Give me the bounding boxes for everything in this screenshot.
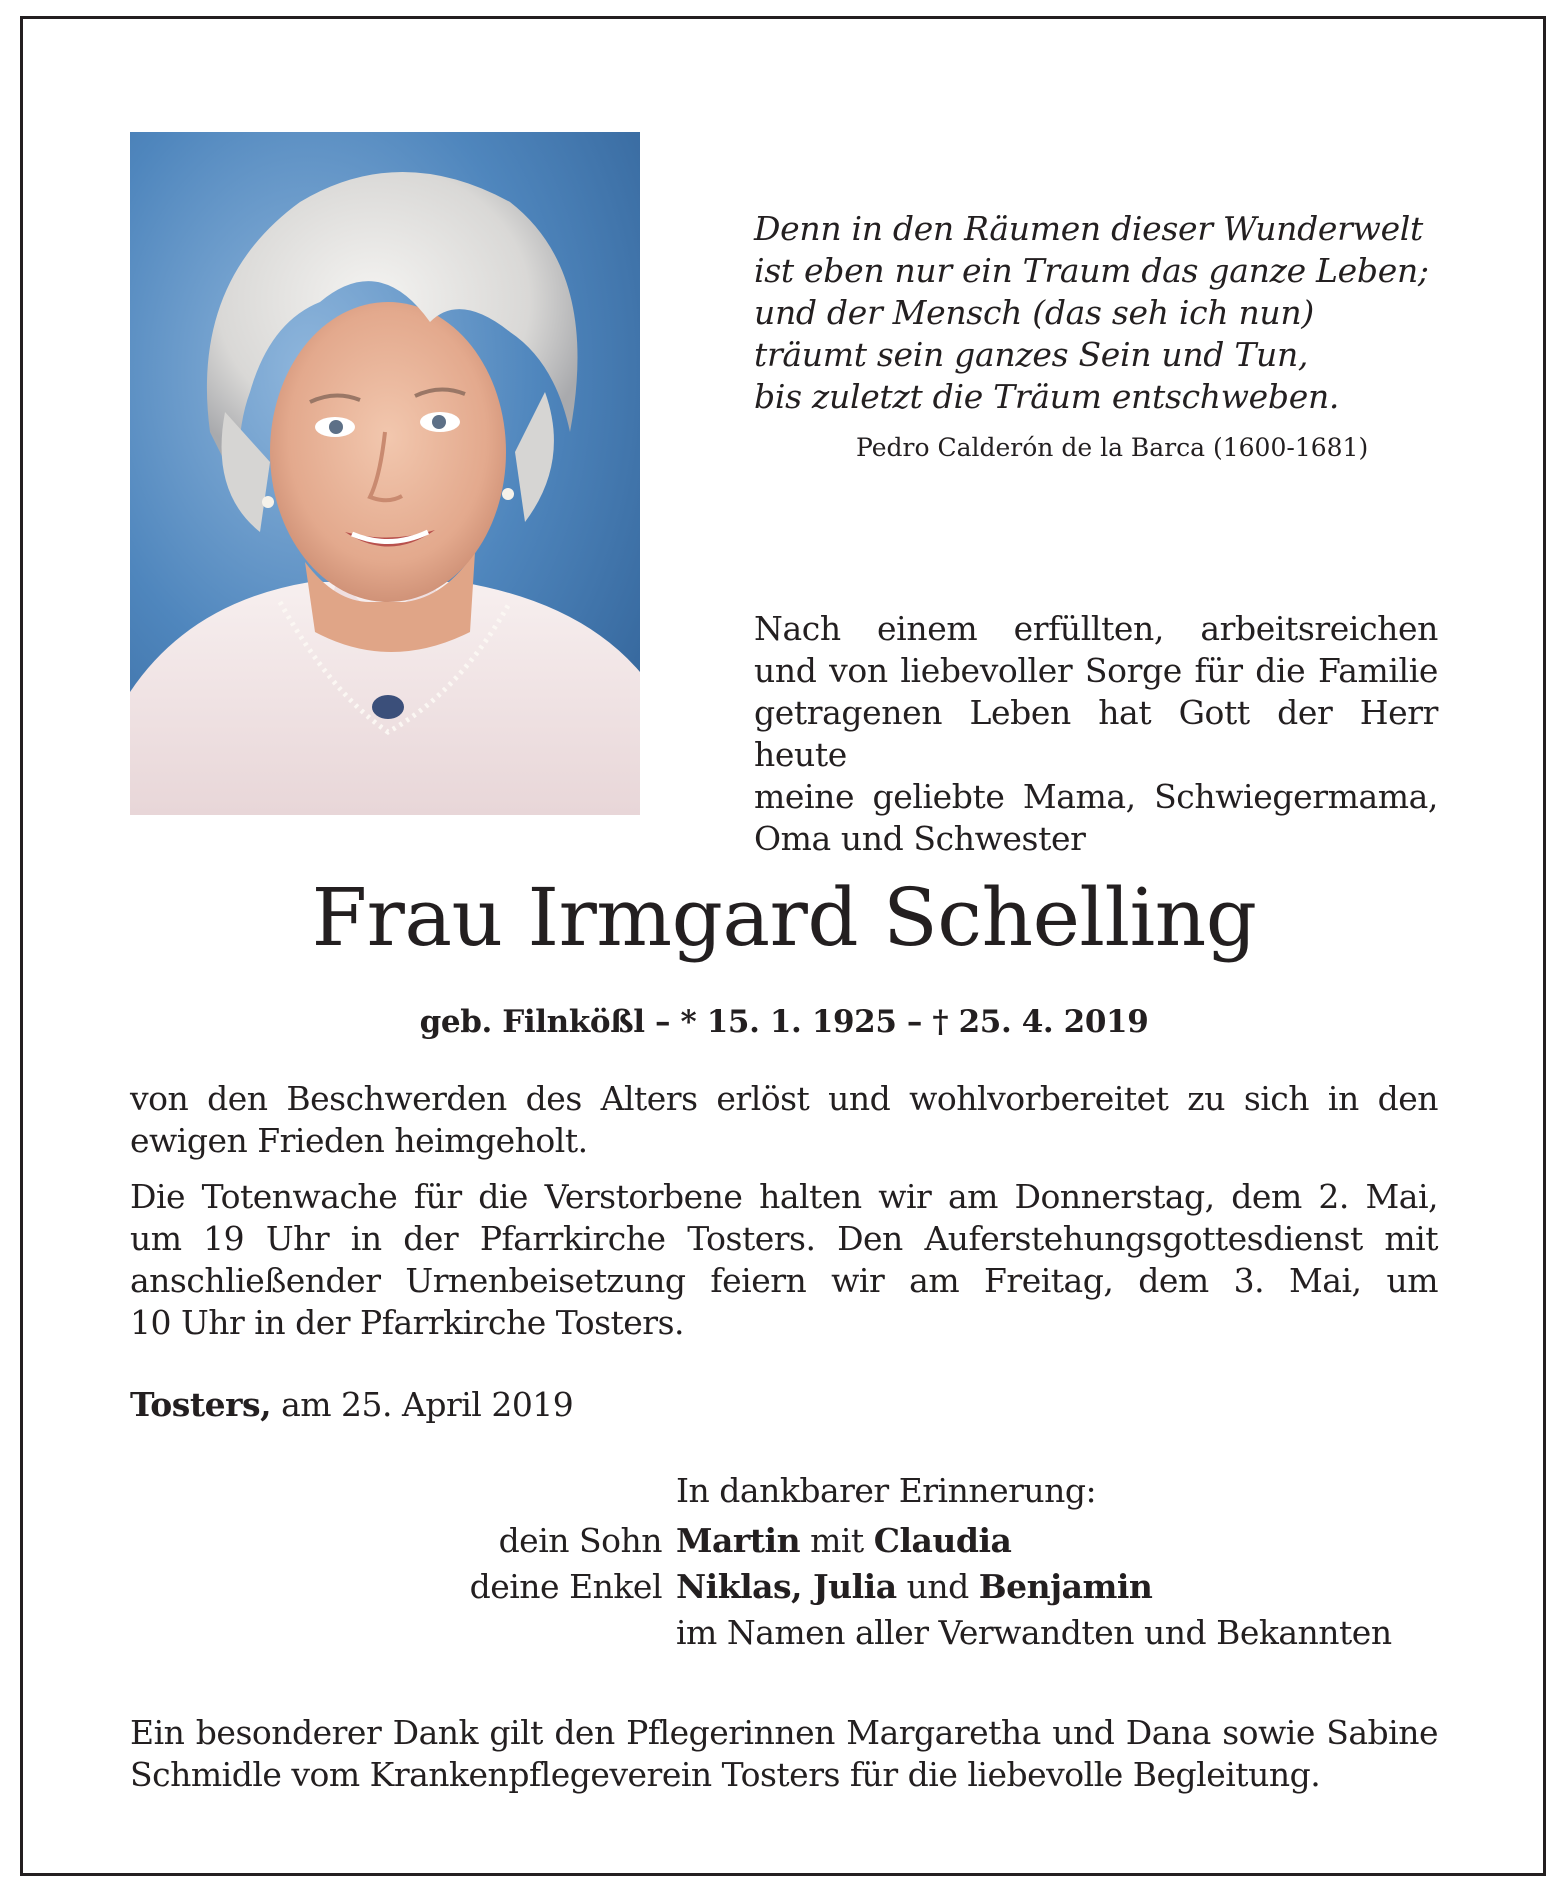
thanks-line: Schmidle vom Krankenpflegeverein Tosters für die liebevolle Begleitung.: [130, 1755, 1321, 1794]
intro-line: und von liebevoller Sorge für die Familie: [754, 651, 1438, 690]
son-with: mit: [810, 1521, 864, 1560]
signature-son: [0, 1520, 1568, 1562]
son-names: [676, 1520, 1011, 1562]
son-role: dein Sohn: [498, 1521, 662, 1560]
place-date: [130, 1384, 573, 1426]
grandchildren-and: und: [906, 1567, 969, 1606]
deceased-name: Frau Irmgard Schelling: [311, 871, 1257, 964]
thanks-paragraph: [130, 1712, 1438, 1796]
grandchildren-last: Benjamin: [978, 1567, 1153, 1606]
portrait-photo: [130, 132, 640, 815]
paragraph-line: anschließender Urnenbeisetzung feiern wir am Freitag, dem 3. Mai, um: [130, 1261, 1438, 1300]
paragraph-line: Die Totenwache für die Verstorbene halten wir am Donnerstag, dem 2. Mai,: [130, 1177, 1438, 1216]
son-name: Martin: [676, 1521, 801, 1560]
signature-others: [0, 1612, 1568, 1654]
paragraph-wake: [130, 1176, 1438, 1344]
intro-paragraph: [754, 608, 1438, 860]
others-text: im Namen aller Verwandten und Bekannten: [676, 1613, 1392, 1652]
memory-heading: In dankbarer Erinnerung:: [676, 1471, 1097, 1510]
quote-line: träumt sein ganzes Sein und Tun,: [754, 335, 1309, 374]
grandchildren-names-group: [676, 1566, 1152, 1608]
quote-line: und der Mensch (das seh ich nun): [754, 293, 1314, 332]
intro-line: Nach einem erfüllten, arbeitsreichen: [754, 609, 1438, 648]
quote-line: bis zuletzt die Träum entschweben.: [754, 377, 1340, 416]
birth-death-dates: geb. Filnkößl – * 15. 1. 1925 – † 25. 4. 2019: [419, 1004, 1149, 1040]
place-town: Tosters,: [130, 1385, 272, 1424]
grandchildren-role: deine Enkel: [469, 1567, 662, 1606]
intro-line: Oma und Schwester: [754, 819, 1086, 858]
quote-author: Pedro Calderón de la Barca (1600-1681): [856, 433, 1369, 462]
intro-line: getragenen Leben hat Gott der Herr heute: [754, 693, 1438, 774]
intro-line: meine geliebte Mama, Schwiegermama,: [754, 777, 1438, 816]
son-partner: Claudia: [873, 1521, 1012, 1560]
place-date-text: am 25. April 2019: [281, 1385, 574, 1424]
quote-line: Denn in den Räumen dieser Wunderwelt: [754, 209, 1424, 248]
portrait-icon: [130, 132, 640, 815]
grandchildren-names: Niklas, Julia: [676, 1567, 897, 1606]
paragraph-line: 10 Uhr in der Pfarrkirche Tosters.: [130, 1303, 684, 1342]
paragraph-released: [130, 1078, 1438, 1162]
paragraph-line: ewigen Frieden heimgeholt.: [130, 1121, 588, 1160]
quote-line: ist eben nur ein Traum das ganze Leben;: [754, 251, 1429, 290]
quote: [754, 208, 1429, 418]
signature-grandchildren: [0, 1566, 1568, 1608]
paragraph-line: von den Beschwerden des Alters erlöst und wohlvorbereitet zu sich in den: [130, 1079, 1438, 1118]
thanks-line: Ein besonderer Dank gilt den Pflegerinnen Margaretha und Dana sowie Sabine: [130, 1713, 1438, 1752]
paragraph-line: um 19 Uhr in der Pfarrkirche Tosters. Den Auferstehungsgottesdienst mit: [130, 1219, 1438, 1258]
